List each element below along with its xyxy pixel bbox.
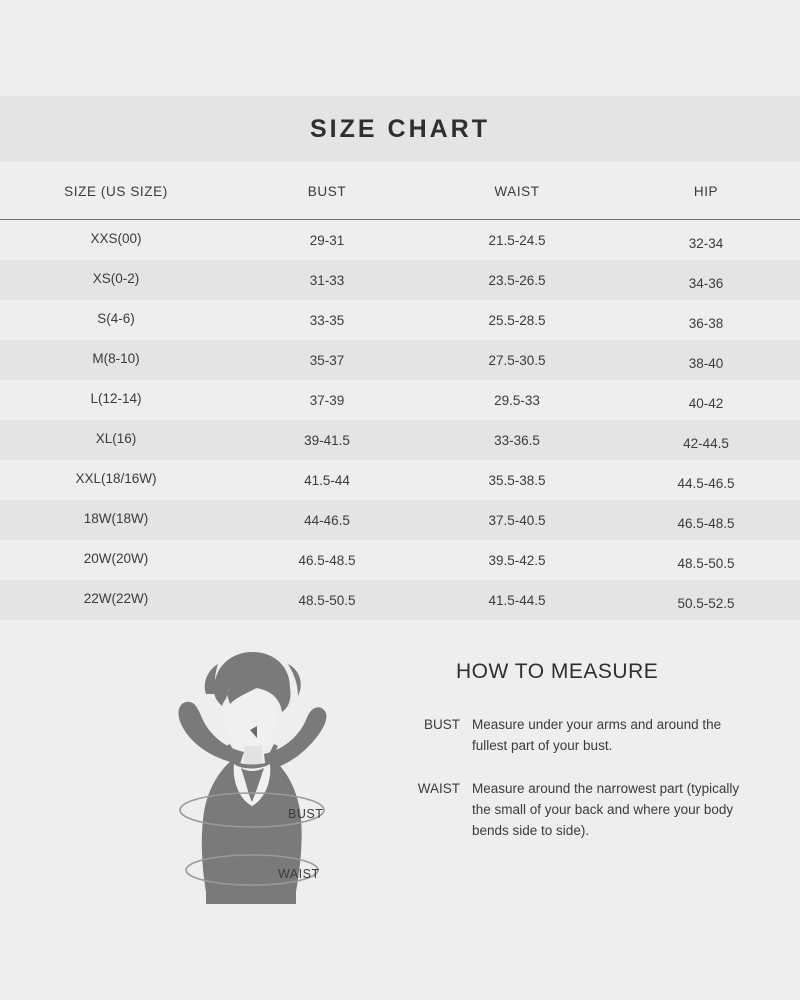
- cell-bust: 39-41.5: [304, 432, 350, 448]
- cell-bust: 41.5-44: [304, 472, 350, 488]
- column-header-waist: WAIST: [422, 162, 612, 220]
- table-row: [0, 500, 800, 540]
- measure-label-waist: WAIST: [417, 781, 460, 796]
- cell-size: 18W(18W): [83, 510, 149, 526]
- size-table-container: [0, 162, 800, 620]
- table-body: [0, 220, 800, 621]
- figure-label-bust: BUST: [288, 807, 324, 821]
- lower-section: [0, 632, 800, 1000]
- cell-waist: 25.5-28.5: [488, 312, 546, 328]
- table-row: [0, 420, 800, 460]
- table-row: [0, 340, 800, 380]
- cell-waist: 21.5-24.5: [488, 232, 546, 248]
- cell-waist: 23.5-26.5: [488, 272, 546, 288]
- cell-waist: 37.5-40.5: [488, 512, 546, 528]
- cell-bust: 44-46.5: [304, 512, 350, 528]
- column-header-bust: BUST: [232, 162, 422, 220]
- cell-waist: 27.5-30.5: [488, 352, 546, 368]
- cell-size: 20W(20W): [83, 550, 149, 566]
- cell-hip: 34-36: [688, 275, 724, 291]
- table-row: [0, 260, 800, 300]
- table-row: [0, 380, 800, 420]
- size-table: [0, 162, 800, 620]
- cell-hip: 46.5-48.5: [677, 515, 735, 531]
- cell-hip: 44.5-46.5: [677, 475, 735, 491]
- table-row: [0, 300, 800, 340]
- how-to-measure-title: HOW TO MEASURE: [456, 660, 659, 683]
- measure-text-waist: Measure around the narrowest part (typically the small of your back and where your body bends side to side).: [472, 781, 740, 838]
- table-header-row: [0, 162, 800, 220]
- cell-bust: 48.5-50.5: [298, 592, 356, 608]
- cell-size: XL(16): [95, 430, 137, 446]
- measure-item-bust: [398, 714, 758, 756]
- how-to-measure-section: [398, 660, 758, 863]
- table-row: [0, 580, 800, 620]
- cell-bust: 37-39: [309, 392, 345, 408]
- cell-hip: 36-38: [688, 315, 724, 331]
- table-row: [0, 460, 800, 500]
- cell-waist: 29.5-33: [494, 392, 540, 408]
- cell-bust: 29-31: [309, 232, 345, 248]
- cell-hip: 38-40: [688, 355, 724, 371]
- table-row: [0, 220, 800, 261]
- cell-hip: 42-44.5: [683, 435, 729, 451]
- cell-size: 22W(22W): [83, 590, 149, 606]
- cell-hip: 48.5-50.5: [677, 555, 735, 571]
- cell-hip: 40-42: [688, 395, 724, 411]
- column-header-hip: HIP: [612, 162, 800, 220]
- cell-size: XXS(00): [90, 230, 142, 246]
- column-header-size: SIZE (US SIZE): [0, 162, 232, 220]
- cell-waist: 39.5-42.5: [488, 552, 546, 568]
- cell-bust: 46.5-48.5: [298, 552, 356, 568]
- figure-label-waist: WAIST: [278, 867, 320, 881]
- measurement-figure: [110, 642, 370, 932]
- measure-item-waist: [398, 778, 758, 841]
- cell-waist: 41.5-44.5: [488, 592, 546, 608]
- cell-bust: 31-33: [309, 272, 345, 288]
- woman-figure-icon: [110, 642, 370, 932]
- measure-label-bust: BUST: [423, 717, 460, 732]
- cell-hip: 50.5-52.5: [677, 595, 735, 611]
- cell-waist: 33-36.5: [494, 432, 540, 448]
- measure-text-bust: Measure under your arms and around the fullest part of your bust.: [472, 717, 722, 753]
- cell-size: S(4-6): [97, 310, 135, 326]
- cell-size: XS(0-2): [92, 270, 140, 286]
- page-title: SIZE CHART: [310, 114, 490, 143]
- cell-bust: 33-35: [309, 312, 345, 328]
- cell-size: XXL(18/16W): [75, 470, 157, 486]
- title-band: [0, 96, 800, 162]
- table-header: [0, 162, 800, 220]
- cell-bust: 35-37: [309, 352, 345, 368]
- table-row: [0, 540, 800, 580]
- cell-waist: 35.5-38.5: [488, 472, 546, 488]
- cell-size: M(8-10): [92, 350, 140, 366]
- cell-hip: 32-34: [688, 235, 724, 251]
- cell-size: L(12-14): [90, 390, 142, 406]
